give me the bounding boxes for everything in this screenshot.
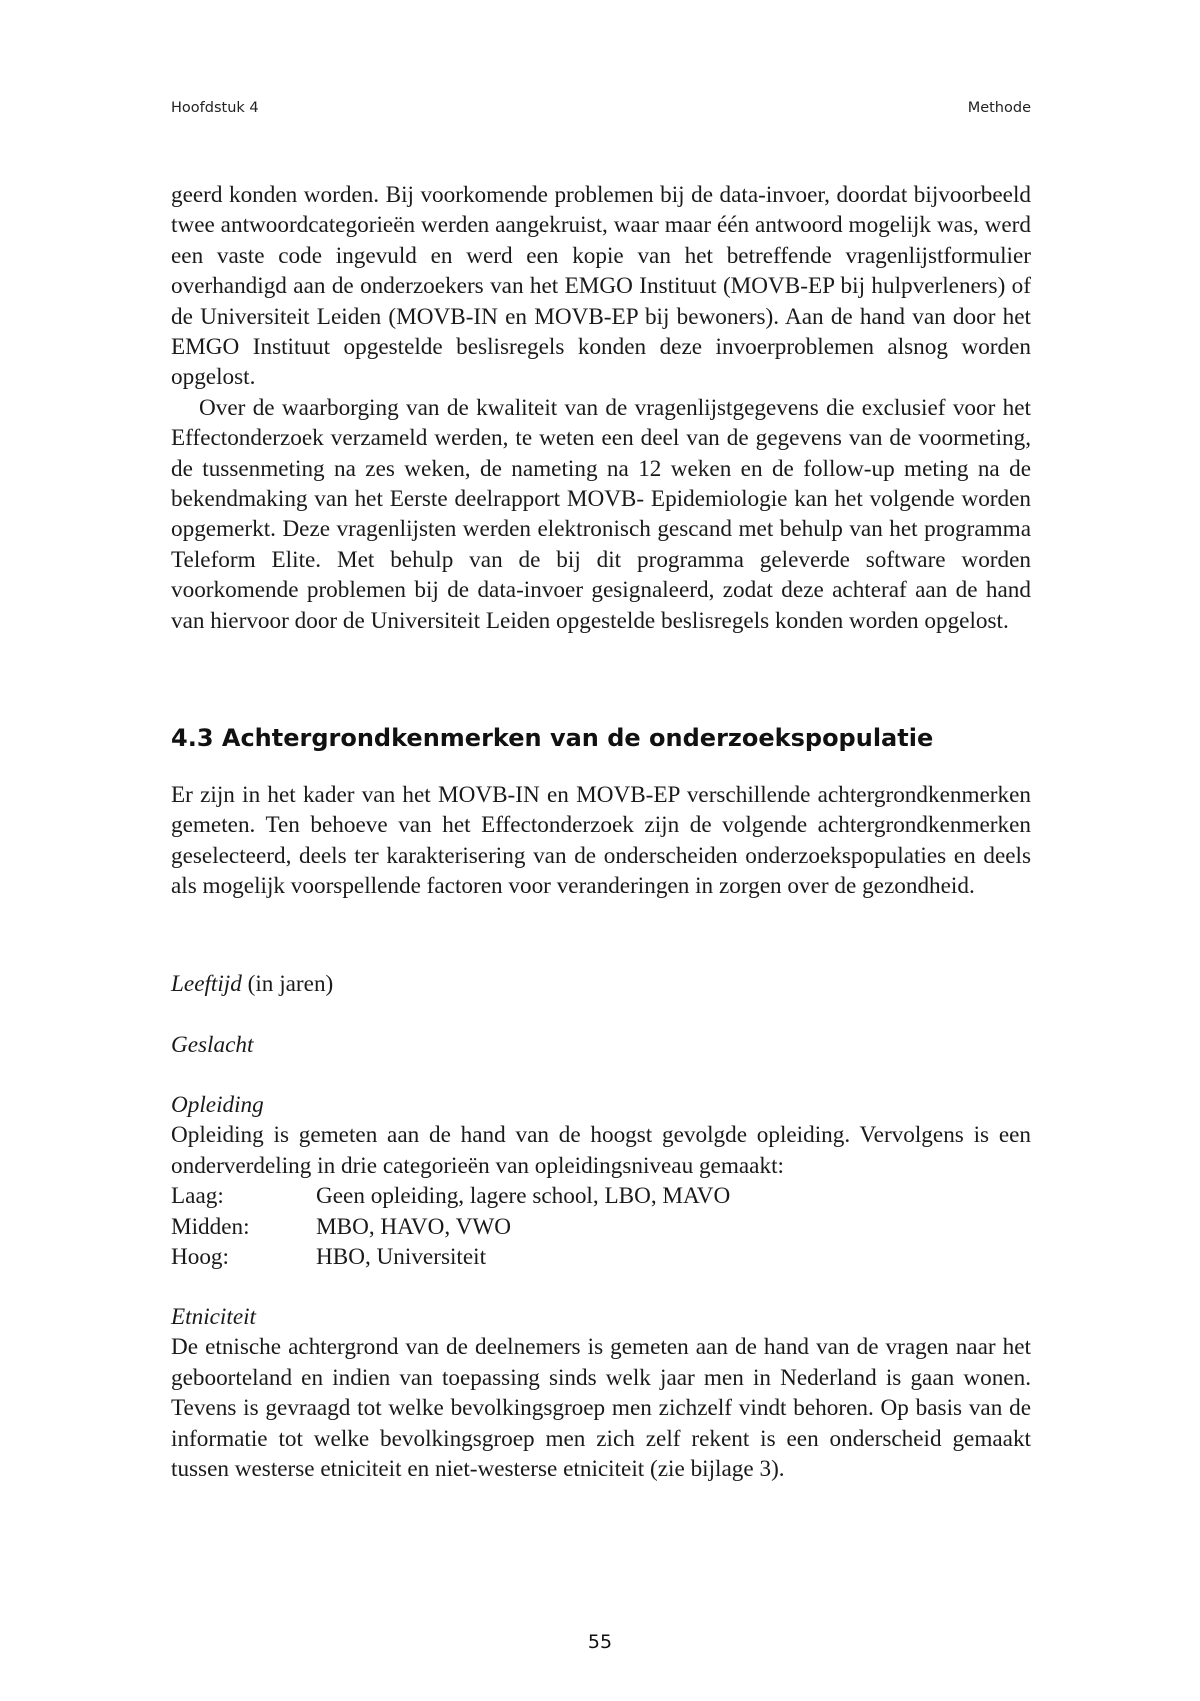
level-name: Hoog: (171, 1244, 229, 1271)
section-intro: Er zijn in het kader van het MOVB-IN en MOVB-EP verschillende achtergrondkenmerken gemeten. Ten behoeve van het Effectonderzoek zijn de volgende achtergrondkenmerken geselecteerd, deels ter karakterisering van de onderscheiden onderzoekspopulaties en deels als mogelijk voorspellende factoren voor veranderingen in zorgen over de gezondheid. (171, 782, 1031, 900)
paragraph-continuation: geerd konden worden. Bij voorkomende problemen bij de data-invoer, doordat bijvoorbeeld twee antwoordcategorieën werden aangekruist, waar maar één antwoord mogelijk was, werd een vaste code ingevuld en werd een kopie van het betreffende vragenlijstformulier overhandigd aan de onderzoekers van het EMGO Instituut (MOVB-EP bij hulpverleners) of de Universiteit Leiden (MOVB-IN en MOVB-EP bij bewoners). Aan de hand van door het EMGO Instituut opgestelde beslisregels konden deze invoerproblemen alsnog worden opgelost. (171, 182, 1031, 391)
level-name: Midden: (171, 1213, 250, 1240)
opleiding-text: Opleiding is gemeten aan de hand van de hoogst gevolgde opleiding. Vervolgens is een onderverdeling in drie categorieën van opleidingsniveau gemaakt: (171, 1122, 1031, 1179)
opleiding-level-row (171, 1181, 1031, 1211)
subsection-opleiding (171, 1090, 1031, 1272)
geslacht-label: Geslacht (171, 1032, 254, 1058)
page-number: 55 (587, 1631, 613, 1653)
body-text-block (171, 180, 1031, 636)
subsection-leeftijd (171, 969, 1031, 999)
leeftijd-suffix: (in jaren) (241, 971, 334, 997)
running-head-chapter: Hoofdstuk 4 (171, 100, 259, 116)
leeftijd-label: Leeftijd (171, 971, 242, 997)
opleiding-level-row (171, 1212, 1031, 1242)
subsection-geslacht (171, 1030, 1031, 1060)
level-value: MBO, HAVO, VWO (316, 1213, 511, 1240)
section-heading: 4.3 Achtergrondkenmerken van de onderzoekspopulatie (171, 724, 934, 752)
etniciteit-label: Etniciteit (171, 1304, 256, 1330)
paragraph-quality: Over de waarborging van de kwaliteit van de vragenlijstgegevens die exclusief voor het Effectonderzoek verzameld werden, te weten een deel van de gegevens van de voormeting, de tussenmeting na zes weken, de nameting na 12 weken en de follow-up meting na de bekendmaking van het Eerste deelrapport MOVB- Epidemiologie kan het volgende worden opgemerkt. Deze vragenlijsten werden elektronisch gescand met behulp van het programma Teleform Elite. Met behulp van de bij dit programma geleverde software worden voorkomende problemen bij de data-invoer gesignaleerd, zodat deze achteraf aan de hand van hiervoor door de Universiteit Leiden opgestelde beslisregels konden worden opgelost. (171, 394, 1031, 634)
opleiding-label: Opleiding (171, 1092, 264, 1118)
level-value: Geen opleiding, lagere school, LBO, MAVO (316, 1183, 731, 1210)
subsection-etniciteit (171, 1302, 1031, 1484)
etniciteit-text: De etnische achtergrond van de deelnemers is gemeten aan de hand van de vragen naar het geboorteland en indien van toepassing sinds welk jaar men in Nederland is gaan wonen. Tevens is gevraagd tot welke bevolkingsgroep men zichzelf vindt behoren. Op basis van de informatie tot welke bevolkingsgroep men zich zelf rekent is een onderscheid gemaakt tussen westerse etniciteit en niet-westerse etniciteit (zie bijlage 3). (171, 1334, 1031, 1483)
level-value: HBO, Universiteit (316, 1244, 487, 1271)
section-intro-block (171, 780, 1031, 902)
level-name: Laag: (171, 1183, 224, 1210)
opleiding-level-row (171, 1242, 1031, 1272)
running-head-section: Methode (967, 100, 1031, 116)
